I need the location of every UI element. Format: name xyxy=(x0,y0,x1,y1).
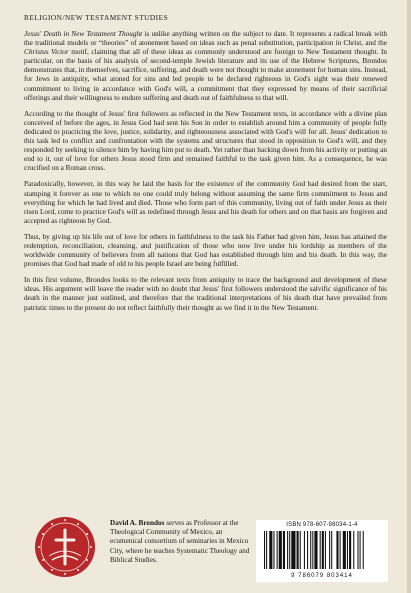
barcode-bar xyxy=(297,531,299,569)
barcode-bar xyxy=(264,531,265,569)
barcode-bar xyxy=(331,531,332,569)
barcode-bar xyxy=(287,531,288,569)
barcode-bar xyxy=(304,531,305,569)
barcode-bar xyxy=(325,531,326,569)
barcode-bar xyxy=(273,531,274,569)
barcode-bar xyxy=(360,531,361,569)
barcode-bar xyxy=(266,531,267,569)
paragraph-4: Thus, by giving up his life out of love for others in faithfulness to the task his Father had given him, Jesus has attained the redemption, reconciliation, cleansing, and justification of those who now live under his lordship as members of the worldwide community of believers from all nations that God has established through him and his death. In this way, the promises that God had made of old to his people Israel are being fulfilled. xyxy=(24,232,387,269)
author-name: David A. Brondos xyxy=(110,519,165,527)
author-bio-text: serves as Professor at the Theological Community of Mexico, an ecumenical consortium of seminaries in Mexico City, where he teaches Systematic Theology and Biblical Studies. xyxy=(110,519,250,564)
barcode-bar xyxy=(320,531,321,569)
barcode-bar xyxy=(279,531,282,569)
isbn-label: ISBN 978-607-98034-1-4 xyxy=(286,522,358,528)
barcode-bar xyxy=(314,531,317,569)
barcode-bar xyxy=(283,531,285,569)
barcode-digits: 9 786079 803414 xyxy=(291,573,353,579)
barcode-bar xyxy=(357,531,358,569)
barcode-bar xyxy=(310,531,311,569)
ean13-barcode-icon xyxy=(262,531,382,569)
theological-community-logo xyxy=(34,516,96,578)
christus-victor: Christus Victor xyxy=(24,48,69,57)
paragraph-1 xyxy=(24,30,387,103)
barcode-bar xyxy=(312,531,313,569)
paragraph-1-text-b: motif, claiming that all of these ideas as commonly understood are foreign to New Testament thought. In particular, on the basis of his analysis of second-temple Jewish literature and its use of the Hebrew Scriptures, Brondos demonstrates that, in themselves, sacrifice, suffering, and death were not thought to make atonement for human sins. Instead, for Jews in antiquity, what atoned for sins and led people to be declared righteous in God's sight was their renewed commitment to living in accordance with God's will, a commitment that they expressed by means of their sacrificial offerings and their willingness to endure suffering and death out of faithfulness to that will. xyxy=(24,48,387,102)
paragraph-5: In this first volume, Brondos looks to the relevant texts from antiquity to trace the background and development of these ideas. His argument will leave the reader with no doubt that Jesus' first followers understood the salvific significance of his death in the manner just outlined, and therefore that the traditional interpretations of his death that have prevailed from patristic times to the present do not reflect faithfully their thought as we find it in the New Testament. xyxy=(24,276,387,312)
barcode-bar xyxy=(269,531,272,569)
category-label: RELIGION/NEW TESTAMENT STUDIES xyxy=(24,13,169,22)
barcode-bar xyxy=(307,531,308,569)
barcode-box xyxy=(256,520,388,582)
barcode-bar xyxy=(277,531,278,569)
author-bio xyxy=(110,519,250,565)
barcode-bar xyxy=(349,531,351,569)
barcode-bar xyxy=(340,531,341,569)
spine-edge xyxy=(407,0,411,593)
paragraph-2: According to the thought of Jesus' first followers as reflected in the New Testament texts, in accordance with a divine plan conceived of before the ages, in Jesus God had sent his Son in order to establish around him a community of people fully dedicated to practicing the love, justice, solidarity, and righteousness associated with God's will for all. Jesus' dedication to this task led to conflict and confrontation with the systems and structures that stood in opposition to God's will, and they responded by seeking to silence him by having him put to death. Yet rather than backing down from his activity or putting an end to it, out of love for others Jesus stood firm and remained faithful to the task given him. As a consequence, he was crucified on a Roman cross. xyxy=(24,109,387,173)
barcode-bar xyxy=(347,531,348,569)
barcode-bar xyxy=(343,531,346,569)
barcode-bar xyxy=(291,531,295,569)
barcode-bar xyxy=(289,531,290,569)
paragraph-1-text-a: is unlike anything written on the subject to date. It represents a radical break with the traditional models or “theories” of atonement based on ideas such as penal substitution, participation in Christ, and the xyxy=(24,30,388,48)
footer-area xyxy=(24,516,387,586)
book-title: Jesus' Death in New Testament Thought xyxy=(24,30,143,38)
barcode-bar xyxy=(353,531,354,569)
barcode-bar xyxy=(300,531,301,569)
barcode-bar xyxy=(329,531,330,569)
paragraph-3: Paradoxically, however, in this way he laid the basis for the existence of the community God had desired from the start, stamping it forever as one to which no one could truly belong without assuming the same firm commitment to Jesus and everything for which he had lived and died. Those who form part of this community, living out of faith under Jesus as their risen Lord, come to practice God's will as redefined through Jesus and his death for others and on that basis are forgiven and accepted as righteous by God. xyxy=(24,180,387,225)
barcode-bar xyxy=(322,531,324,569)
barcode-bar xyxy=(363,531,364,569)
barcode-bar xyxy=(336,531,338,569)
